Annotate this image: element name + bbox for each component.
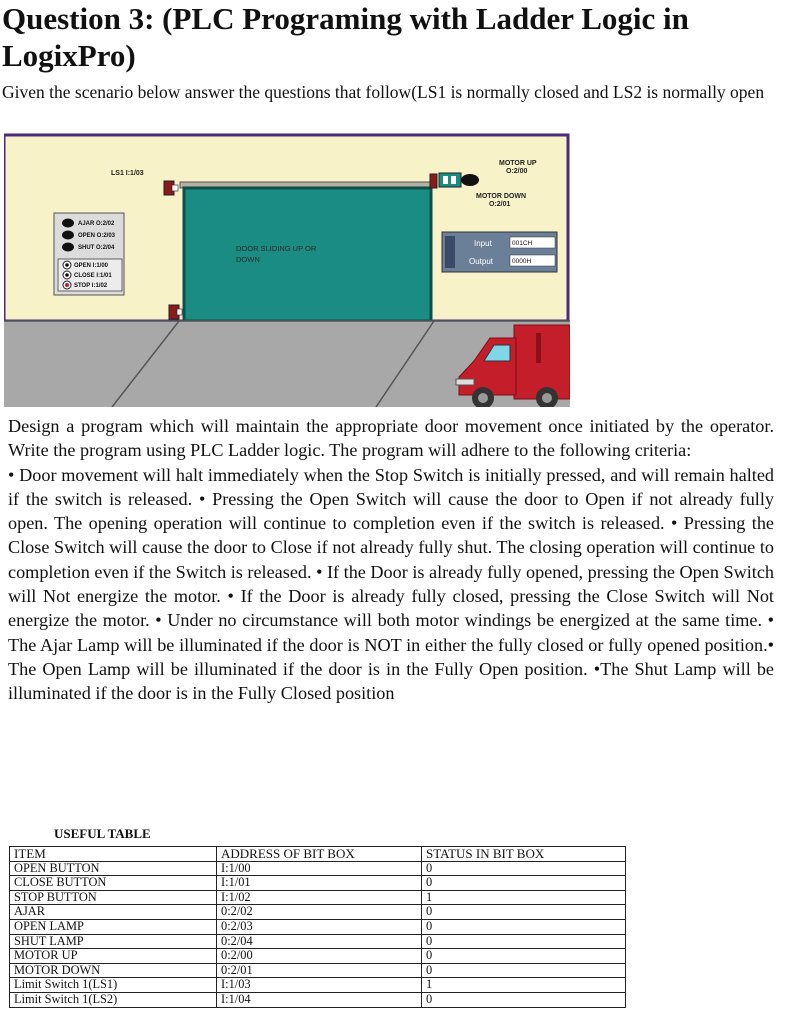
cell-status: 0 bbox=[422, 963, 626, 978]
cell-address: 0:2/03 bbox=[217, 919, 422, 934]
cell-status: 1 bbox=[422, 978, 626, 993]
header-item: ITEM bbox=[10, 847, 217, 862]
cell-status: 0 bbox=[422, 905, 626, 920]
cell-status: 0 bbox=[422, 919, 626, 934]
ajar-lamp-label: AJAR O:2/02 bbox=[78, 221, 115, 227]
motor-icon bbox=[430, 173, 479, 188]
table-row bbox=[10, 876, 626, 891]
open-lamp bbox=[62, 231, 74, 240]
cell-address: I:1/04 bbox=[217, 992, 422, 1007]
cell-address: 0:2/00 bbox=[217, 949, 422, 964]
table-row bbox=[10, 934, 626, 949]
table-row bbox=[10, 949, 626, 964]
motor-down-label: MOTOR DOWN bbox=[476, 193, 527, 200]
motor-up-address: O:2/00 bbox=[506, 168, 528, 175]
question-title: Question 3: (PLC Programing with Ladder Logic in LogixPro) bbox=[2, 1, 689, 73]
table-row bbox=[10, 963, 626, 978]
useful-table bbox=[9, 846, 626, 1008]
cell-status: 0 bbox=[422, 861, 626, 876]
sliding-door bbox=[184, 188, 431, 321]
table-header-row bbox=[10, 847, 626, 862]
close-switch-label: CLOSE I:1/01 bbox=[74, 273, 112, 279]
cell-address: 0:2/02 bbox=[217, 905, 422, 920]
table-row bbox=[10, 992, 626, 1007]
table-row bbox=[10, 919, 626, 934]
cell-address: 0:2/04 bbox=[217, 934, 422, 949]
stop-switch-label: STOP I:1/02 bbox=[74, 283, 108, 289]
ajar-lamp bbox=[62, 219, 74, 228]
table-row bbox=[10, 978, 626, 993]
shut-lamp bbox=[62, 243, 74, 252]
plc-io-display bbox=[442, 232, 557, 272]
problem-criteria: • Door movement will halt immediately when the Stop Switch is initially pressed, and will remain halted if the switch is released. • Pressing the Open Switch will cause the door to Open if not already fully open. The opening operation will continue to completion even if the switch is released. • Pressing the Close Switch will cause the door to Close if not already fully shut. The closing operation will continue to completion even if the Switch is released. • If the Door is already fully opened, pressing the Open Switch will Not energize the motor. • If the Door is already fully closed, pressing the Close Switch will Not energize the motor. • Under no circumstance will both motor windings be energized at the same time. • The Ajar Lamp will be illuminated if the door is NOT in either the fully closed or fully opened position.• The Open Lamp will be illuminated if the door is in the Fully Open position. •The Shut Lamp will be illuminated if the door is in the Fully Closed position bbox=[8, 464, 774, 704]
table-title: USEFUL TABLE bbox=[54, 826, 151, 841]
cell-item: MOTOR UP bbox=[10, 949, 217, 964]
cell-item: Limit Switch 1(LS2) bbox=[10, 992, 217, 1007]
cell-status: 1 bbox=[422, 890, 626, 905]
motor-down-address: O:2/01 bbox=[489, 201, 511, 208]
door-label-line2: DOWN bbox=[236, 255, 260, 264]
cell-item: CLOSE BUTTON bbox=[10, 876, 217, 891]
table-row bbox=[10, 861, 626, 876]
stop-switch[interactable] bbox=[63, 281, 71, 289]
cell-status: 0 bbox=[422, 934, 626, 949]
close-switch[interactable] bbox=[63, 271, 71, 279]
motor-up-label: MOTOR UP bbox=[499, 160, 537, 167]
cell-status: 0 bbox=[422, 992, 626, 1007]
header-address: ADDRESS OF BIT BOX bbox=[217, 847, 422, 862]
cell-address: 0:2/01 bbox=[217, 963, 422, 978]
cell-address: I:1/00 bbox=[217, 861, 422, 876]
cell-item: AJAR bbox=[10, 905, 217, 920]
plc-output-label: Output bbox=[469, 257, 494, 266]
open-lamp-label: OPEN O:2/03 bbox=[78, 233, 116, 239]
cell-item: OPEN BUTTON bbox=[10, 861, 217, 876]
open-switch[interactable] bbox=[63, 261, 71, 269]
plc-output-value: 0000H bbox=[512, 258, 532, 265]
table-row bbox=[10, 890, 626, 905]
ls1-label: LS1 I:1/03 bbox=[111, 170, 144, 177]
cell-item: Limit Switch 1(LS1) bbox=[10, 978, 217, 993]
cell-address: I:1/03 bbox=[217, 978, 422, 993]
cell-item: SHUT LAMP bbox=[10, 934, 217, 949]
door-simulation-scene bbox=[4, 133, 570, 407]
problem-intro: Design a program which will maintain the appropriate door movement once initiated by the operator. Write the program using PLC Ladder logic. The program will adhere to the following criteria: bbox=[8, 416, 774, 461]
shut-lamp-label: SHUT O:2/04 bbox=[78, 245, 115, 251]
cell-status: 0 bbox=[422, 876, 626, 891]
door-label-line1: DOOR SLIDING UP OR bbox=[236, 244, 317, 253]
open-switch-label: OPEN I:1/00 bbox=[74, 263, 109, 269]
problem-description bbox=[8, 414, 774, 706]
cell-item: OPEN LAMP bbox=[10, 919, 217, 934]
cell-address: I:1/01 bbox=[217, 876, 422, 891]
header-status: STATUS IN BIT BOX bbox=[422, 847, 626, 862]
cell-address: I:1/02 bbox=[217, 890, 422, 905]
cell-status: 0 bbox=[422, 949, 626, 964]
cell-item: STOP BUTTON bbox=[10, 890, 217, 905]
scenario-intro: Given the scenario below answer the questions that follow(LS1 is normally closed and LS2 is normally open bbox=[2, 82, 765, 102]
plc-input-value: 001CH bbox=[512, 240, 533, 247]
table-row bbox=[10, 905, 626, 920]
plc-input-label: Input bbox=[474, 239, 492, 248]
cell-item: MOTOR DOWN bbox=[10, 963, 217, 978]
